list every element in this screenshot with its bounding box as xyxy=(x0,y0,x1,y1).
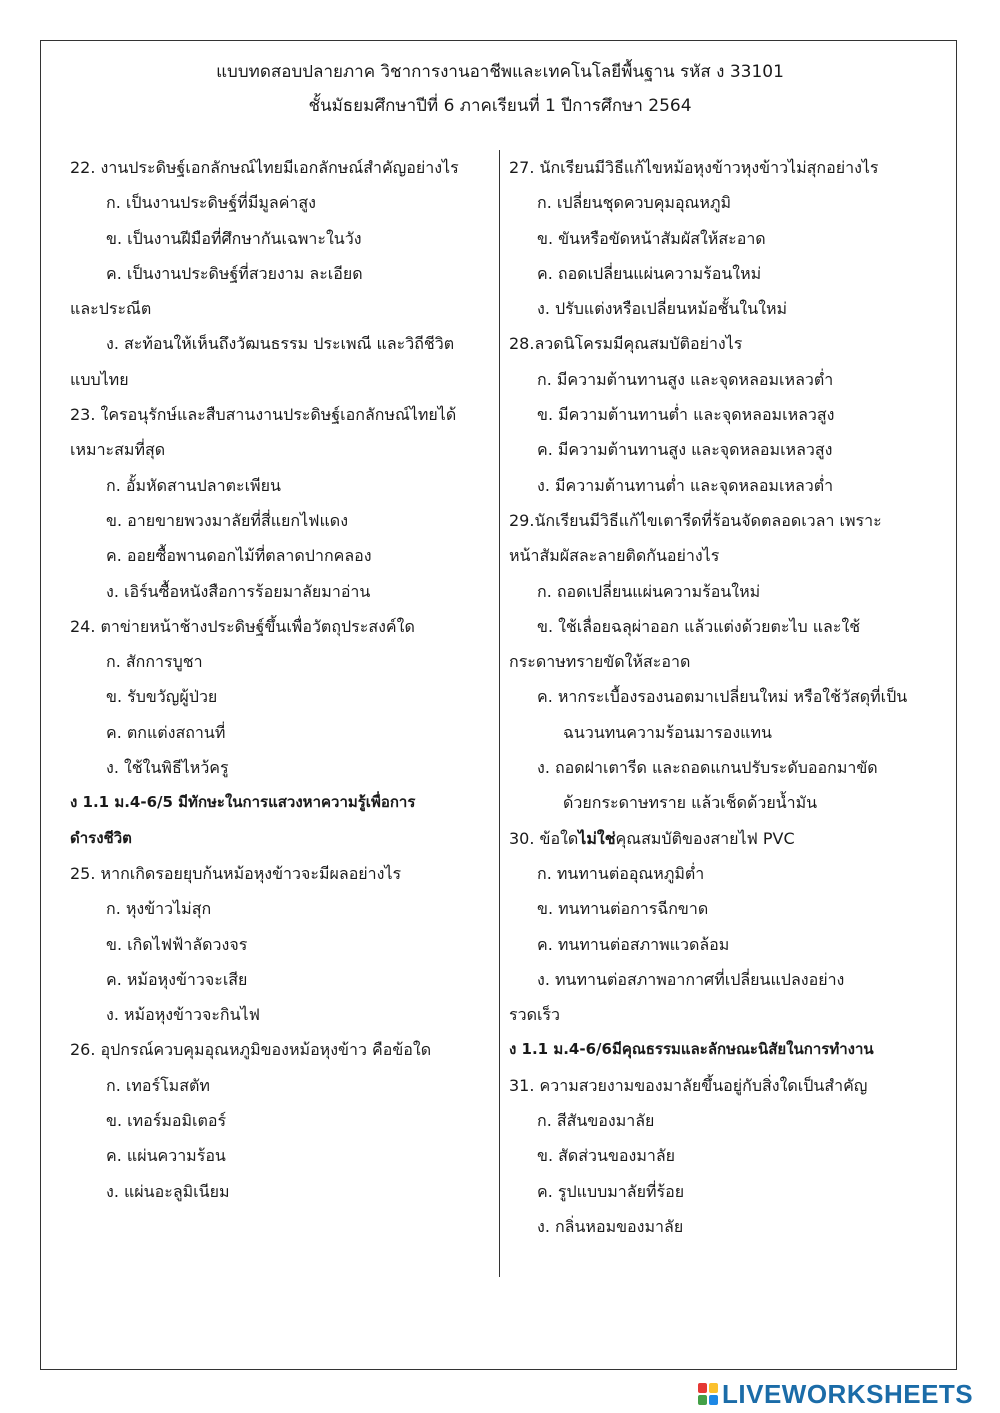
q27-option-d[interactable]: ง. ปรับแต่งหรือเปลี่ยนหม้อชั้นในใหม่ xyxy=(537,299,788,319)
q26-option-a[interactable]: ก. เทอร์โมสตัท xyxy=(106,1075,210,1095)
q26-option-c[interactable]: ค. แผ่นความร้อน xyxy=(106,1146,226,1166)
q29-option-b[interactable]: ข. ใช้เลื่อยฉลุผ่าออก แล้วแต่งด้วยตะไบ และใช้ xyxy=(537,616,861,636)
question-30-prefix: 30. ข้อใด xyxy=(509,828,579,848)
q23-option-b[interactable]: ข. อายขายพวงมาลัยที่สี่แยกไฟแดง xyxy=(106,510,349,530)
q27-option-b[interactable]: ข. ขันหรือขัดหน้าสัมผัสให้สะอาด xyxy=(537,228,766,248)
logo-tiles-icon xyxy=(698,1383,718,1405)
logo-tile-green xyxy=(698,1395,707,1405)
q30-option-b[interactable]: ข. ทนทานต่อการฉีกขาด xyxy=(537,899,709,919)
standard-heading-continued: ดำรงชีวิต xyxy=(70,828,132,847)
q28-option-a[interactable]: ก. มีความต้านทานสูง และจุดหลอมเหลวต่ำ xyxy=(537,369,834,389)
question-30-emphasis: ไม่ใช่ xyxy=(578,828,616,848)
q29-option-b-continued: กระดาษทรายขัดให้สะอาด xyxy=(509,652,691,672)
q30-option-d-continued: รวดเร็ว xyxy=(509,1005,561,1025)
question-22: 22. งานประดิษฐ์เอกลักษณ์ไทยมีเอกลักษณ์สำคัญอย่างไร xyxy=(70,158,459,177)
exam-subtitle: ชั้นมัธยมศึกษาปีที่ 6 ภาคเรียนที่ 1 ปีการศึกษา 2564 xyxy=(308,96,692,116)
q23-option-a[interactable]: ก. อั้มหัดสานปลาตะเพียน xyxy=(106,475,281,495)
q24-option-c[interactable]: ค. ตกแต่งสถานที่ xyxy=(106,722,226,742)
q25-option-d[interactable]: ง. หม้อหุงข้าวจะกินไฟ xyxy=(106,1005,260,1025)
q22-option-d[interactable]: ง. สะท้อนให้เห็นถึงวัฒนธรรม ประเพณี และวิถีชีวิต xyxy=(106,334,455,354)
standard-heading: ง 1.1 ม.4-6/5 มีทักษะในการแสวงหาความรู้เพื่อการ xyxy=(70,793,416,812)
q22-option-d-continued: แบบไทย xyxy=(70,369,129,389)
question-25: 25. หากเกิดรอยยุบก้นหม้อหุงข้าวจะมีผลอย่างไร xyxy=(70,863,402,883)
watermark-text: LIVEWORKSHEETS xyxy=(722,1378,974,1409)
left-column xyxy=(70,150,480,1209)
q24-option-b[interactable]: ข. รับขวัญผู้ป่วย xyxy=(106,687,218,707)
q25-option-b[interactable]: ข. เกิดไฟฟ้าลัดวงจร xyxy=(106,934,248,954)
question-30 xyxy=(509,821,924,856)
question-30-suffix: คุณสมบัติของสายไฟ PVC xyxy=(615,828,795,848)
question-29: 29.นักเรียนมีวิธีแก้ไขเตารีดที่ร้อนจัดตลอดเวลา เพราะ xyxy=(509,510,882,530)
q31-option-b[interactable]: ข. สัดส่วนของมาลัย xyxy=(537,1146,676,1166)
q29-option-d[interactable]: ง. ถอดฝาเตารีด และถอดแกนปรับระดับออกมาขัด xyxy=(537,758,878,778)
q23-option-d[interactable]: ง. เอิร์นซื้อหนังสือการร้อยมาลัยมาอ่าน xyxy=(106,581,371,601)
q25-option-c[interactable]: ค. หม้อหุงข้าวจะเสีย xyxy=(106,969,248,989)
question-26: 26. อุปกรณ์ควบคุมอุณหภูมิของหม้อหุงข้าว คือข้อใด xyxy=(70,1040,432,1060)
q22-option-c-continued: และประณีต xyxy=(70,299,152,319)
q24-option-a[interactable]: ก. สักการบูชา xyxy=(106,652,203,672)
q26-option-d[interactable]: ง. แผ่นอะลูมิเนียม xyxy=(106,1181,230,1201)
q29-option-c[interactable]: ค. หากระเบื้องรองนอตมาเปลี่ยนใหม่ หรือใช้วัสดุที่เป็น xyxy=(537,687,908,707)
q31-option-d[interactable]: ง. กลิ่นหอมของมาลัย xyxy=(537,1216,684,1236)
q29-option-d-continued: ด้วยกระดาษทราย แล้วเช็ดด้วยน้ำมัน xyxy=(563,793,818,813)
question-27: 27. นักเรียนมีวิธีแก้ไขหม้อหุงข้าวหุงข้าวไม่สุกอย่างไร xyxy=(509,158,879,177)
q29-option-a[interactable]: ก. ถอดเปลี่ยนแผ่นความร้อนใหม่ xyxy=(537,581,761,601)
q22-option-c[interactable]: ค. เป็นงานประดิษฐ์ที่สวยงาม ละเอียด xyxy=(106,263,363,283)
q22-option-a[interactable]: ก. เป็นงานประดิษฐ์ที่มีมูลค่าสูง xyxy=(106,193,316,213)
question-23: 23. ใครอนุรักษ์และสืบสานงานประดิษฐ์เอกลักษณ์ไทยได้ xyxy=(70,405,457,425)
logo-tile-blue xyxy=(709,1395,718,1405)
q24-option-d[interactable]: ง. ใช้ในพิธีไหว้ครู xyxy=(106,758,229,778)
question-23-continued: เหมาะสมที่สุด xyxy=(70,440,166,460)
question-28: 28.ลวดนิโครมมีคุณสมบัติอย่างไร xyxy=(509,334,743,354)
q31-option-a[interactable]: ก. สีสันของมาลัย xyxy=(537,1111,655,1131)
liveworksheets-logo xyxy=(698,1378,973,1410)
q26-option-b[interactable]: ข. เทอร์มอมิเตอร์ xyxy=(106,1111,227,1131)
question-29-continued: หน้าสัมผัสละลายติดกันอย่างไร xyxy=(509,546,720,566)
question-24: 24. ตาข่ายหน้าช้างประดิษฐ์ขึ้นเพื่อวัตถุประสงค์ใด xyxy=(70,616,415,636)
q31-option-c[interactable]: ค. รูปแบบมาลัยที่ร้อย xyxy=(537,1181,685,1201)
column-divider xyxy=(499,150,500,1277)
right-column xyxy=(509,150,924,1244)
logo-tile-red xyxy=(698,1383,707,1393)
standard-heading-2: ง 1.1 ม.4-6/6มีคุณธรรมและลักษณะนิสัยในการทำงาน xyxy=(509,1040,874,1059)
q27-option-a[interactable]: ก. เปลี่ยนชุดควบคุมอุณหภูมิ xyxy=(537,193,732,213)
q22-option-b[interactable]: ข. เป็นงานฝีมือที่ศึกษากันเฉพาะในวัง xyxy=(106,228,362,248)
q23-option-c[interactable]: ค. ออยซื้อพานดอกไม้ที่ตลาดปากคลอง xyxy=(106,546,372,566)
q30-option-d[interactable]: ง. ทนทานต่อสภาพอากาศที่เปลี่ยนแปลงอย่าง xyxy=(537,969,845,989)
q28-option-c[interactable]: ค. มีความต้านทานสูง และจุดหลอมเหลวสูง xyxy=(537,440,833,460)
q28-option-b[interactable]: ข. มีความต้านทานต่ำ และจุดหลอมเหลวสูง xyxy=(537,405,835,425)
logo-tile-yellow xyxy=(709,1383,718,1393)
q28-option-d[interactable]: ง. มีความต้านทานต่ำ และจุดหลอมเหลวต่ำ xyxy=(537,475,834,495)
q29-option-c-continued: ฉนวนทนความร้อนมารองแทน xyxy=(563,722,772,742)
q30-option-c[interactable]: ค. ทนทานต่อสภาพแวดล้อม xyxy=(537,934,730,954)
q27-option-c[interactable]: ค. ถอดเปลี่ยนแผ่นความร้อนใหม่ xyxy=(537,263,762,283)
exam-title: แบบทดสอบปลายภาค วิชาการงานอาชีพและเทคโนโลยีพื้นฐาน รหัส ง 33101 xyxy=(216,62,784,82)
q25-option-a[interactable]: ก. หุงข้าวไม่สุก xyxy=(106,899,212,919)
question-31: 31. ความสวยงามของมาลัยขึ้นอยู่กับสิ่งใดเป็นสำคัญ xyxy=(509,1075,868,1095)
q30-option-a[interactable]: ก. ทนทานต่ออุณหภูมิต่ำ xyxy=(537,863,705,883)
